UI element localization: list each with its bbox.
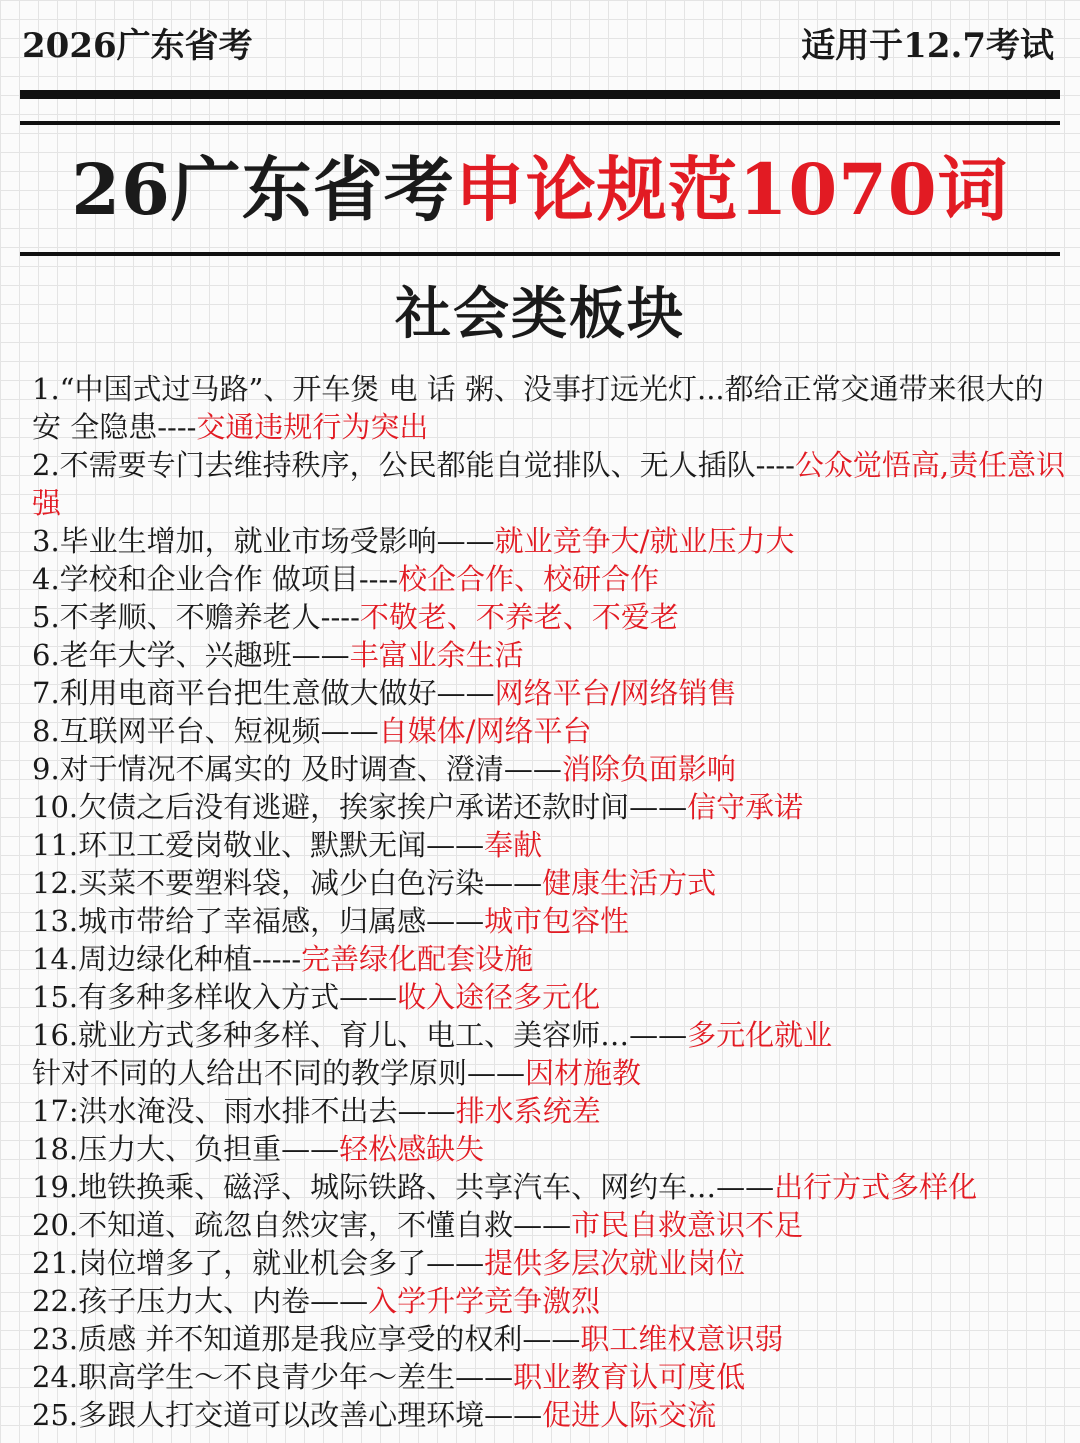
list-item xyxy=(32,446,1066,522)
item-prompt: 9.对于情况不属实的 及时调查、澄清—— xyxy=(32,752,562,786)
item-prompt: 6.老年大学、兴趣班—— xyxy=(32,638,350,672)
item-answer: 信守承诺 xyxy=(687,790,804,824)
list-item xyxy=(32,978,1066,1016)
title-red-part: 申论规范1070词 xyxy=(454,148,1009,231)
item-prompt: 24.职高学生～不良青少年～差生—— xyxy=(32,1360,514,1394)
item-answer: 奉献 xyxy=(484,828,543,862)
item-answer: 城市包容性 xyxy=(484,904,630,938)
list-item xyxy=(32,1054,1066,1092)
item-answer: 入学升学竞争激烈 xyxy=(368,1284,601,1318)
list-item xyxy=(32,826,1066,864)
item-answer: 因材施教 xyxy=(525,1056,642,1090)
item-answer: 排水系统差 xyxy=(455,1094,601,1128)
section-title: 社会类板块 xyxy=(395,281,685,347)
item-prompt: 4.学校和企业合作 做项目---- xyxy=(32,562,399,596)
item-prompt: 23.质感 并不知道那是我应享受的权利—— xyxy=(32,1322,581,1356)
item-prompt: 20.不知道、疏忽自然灾害，不懂自救—— xyxy=(32,1208,572,1242)
item-prompt: 1.“中国式过马路”、开车煲 电 话 粥、没事打远光灯...都给正常交通带来很大的安 全隐患---- xyxy=(32,372,1044,444)
item-prompt: 15.有多种多样收入方式—— xyxy=(32,980,398,1014)
list-item xyxy=(32,864,1066,902)
item-prompt: 2.不需要专门去维持秩序，公民都能自觉排队、无人插队---- xyxy=(32,448,795,482)
list-item xyxy=(32,1168,1066,1206)
item-prompt: 12.买菜不要塑料袋，减少白色污染—— xyxy=(32,866,543,900)
header-left: 2026广东省考 xyxy=(22,26,253,66)
header-right: 适用于12.7考试 xyxy=(801,26,1054,66)
list-item xyxy=(32,712,1066,750)
item-answer: 公众觉悟高,责任意识强 xyxy=(32,448,1066,520)
item-prompt: 16.就业方式多种多样、育儿、电工、美容师…—— xyxy=(32,1018,688,1052)
item-answer: 市民自救意识不足 xyxy=(571,1208,804,1242)
list-item xyxy=(32,370,1066,446)
item-answer: 不敬老、不养老、不爱老 xyxy=(359,600,679,634)
item-prompt: 14.周边绿化种植----- xyxy=(32,942,302,976)
item-prompt: 10.欠债之后没有逃避，挨家挨户承诺还款时间—— xyxy=(32,790,688,824)
item-answer: 多元化就业 xyxy=(687,1018,833,1052)
list-item xyxy=(32,1130,1066,1168)
list-item xyxy=(32,674,1066,712)
list-item xyxy=(32,1206,1066,1244)
item-answer: 收入途径多元化 xyxy=(397,980,601,1014)
item-answer: 出行方式多样化 xyxy=(774,1170,978,1204)
item-prompt: 8.互联网平台、短视频—— xyxy=(32,714,379,748)
list-item xyxy=(32,1092,1066,1130)
item-prompt: 针对不同的人给出不同的教学原则—— xyxy=(32,1056,526,1090)
item-prompt: 3.毕业生增加，就业市场受影响—— xyxy=(32,524,495,558)
item-prompt: 13.城市带给了幸福感，归属感—— xyxy=(32,904,485,938)
list-item xyxy=(32,1396,1066,1434)
item-answer: 网络平台/网络销售 xyxy=(494,676,737,710)
item-prompt: 17:洪水淹没、雨水排不出去—— xyxy=(32,1094,456,1128)
item-prompt: 5.不孝顺、不赡养老人---- xyxy=(32,600,360,634)
list-item xyxy=(32,750,1066,788)
item-answer: 消除负面影响 xyxy=(561,752,736,786)
item-answer: 自媒体/网络平台 xyxy=(378,714,592,748)
item-prompt: 22.孩子压力大、内卷—— xyxy=(32,1284,369,1318)
title-black-part: 26广东省考 xyxy=(71,148,455,231)
list-item xyxy=(32,1358,1066,1396)
item-answer: 就业竞争大/就业压力大 xyxy=(494,524,795,558)
list-item xyxy=(32,560,1066,598)
item-prompt: 11.环卫工爱岗敬业、默默无闻—— xyxy=(32,828,485,862)
list-item xyxy=(32,1244,1066,1282)
item-answer: 职工维权意识弱 xyxy=(580,1322,784,1356)
list-item xyxy=(32,636,1066,674)
list-item xyxy=(32,1282,1066,1320)
item-prompt: 7.利用电商平台把生意做大做好—— xyxy=(32,676,495,710)
list-item xyxy=(32,598,1066,636)
list-item xyxy=(32,1320,1066,1358)
item-answer: 轻松感缺失 xyxy=(339,1132,485,1166)
item-prompt: 18.压力大、负担重—— xyxy=(32,1132,340,1166)
vocab-list xyxy=(32,370,1066,1434)
item-answer: 职业教育认可度低 xyxy=(513,1360,746,1394)
item-prompt: 21.岗位增多了，就业机会多了—— xyxy=(32,1246,485,1280)
list-item xyxy=(32,902,1066,940)
item-answer: 校企合作、校研合作 xyxy=(398,562,660,596)
page-title xyxy=(0,140,1080,240)
item-answer: 健康生活方式 xyxy=(542,866,717,900)
item-answer: 交通违规行为突出 xyxy=(196,410,429,444)
top-thick-rule xyxy=(20,90,1060,99)
list-item xyxy=(32,788,1066,826)
list-item xyxy=(32,522,1066,560)
item-answer: 完善绿化配套设施 xyxy=(301,942,534,976)
item-prompt: 25.多跟人打交道可以改善心理环境—— xyxy=(32,1398,543,1432)
item-prompt: 19.地铁换乘、磁浮、城际铁路、共享汽车、网约车…—— xyxy=(32,1170,775,1204)
item-answer: 提供多层次就业岗位 xyxy=(484,1246,746,1280)
title-bottom-rule xyxy=(20,252,1060,256)
item-answer: 促进人际交流 xyxy=(542,1398,717,1432)
item-answer: 丰富业余生活 xyxy=(349,638,524,672)
list-item xyxy=(32,940,1066,978)
top-thin-rule xyxy=(20,121,1060,125)
list-item xyxy=(32,1016,1066,1054)
